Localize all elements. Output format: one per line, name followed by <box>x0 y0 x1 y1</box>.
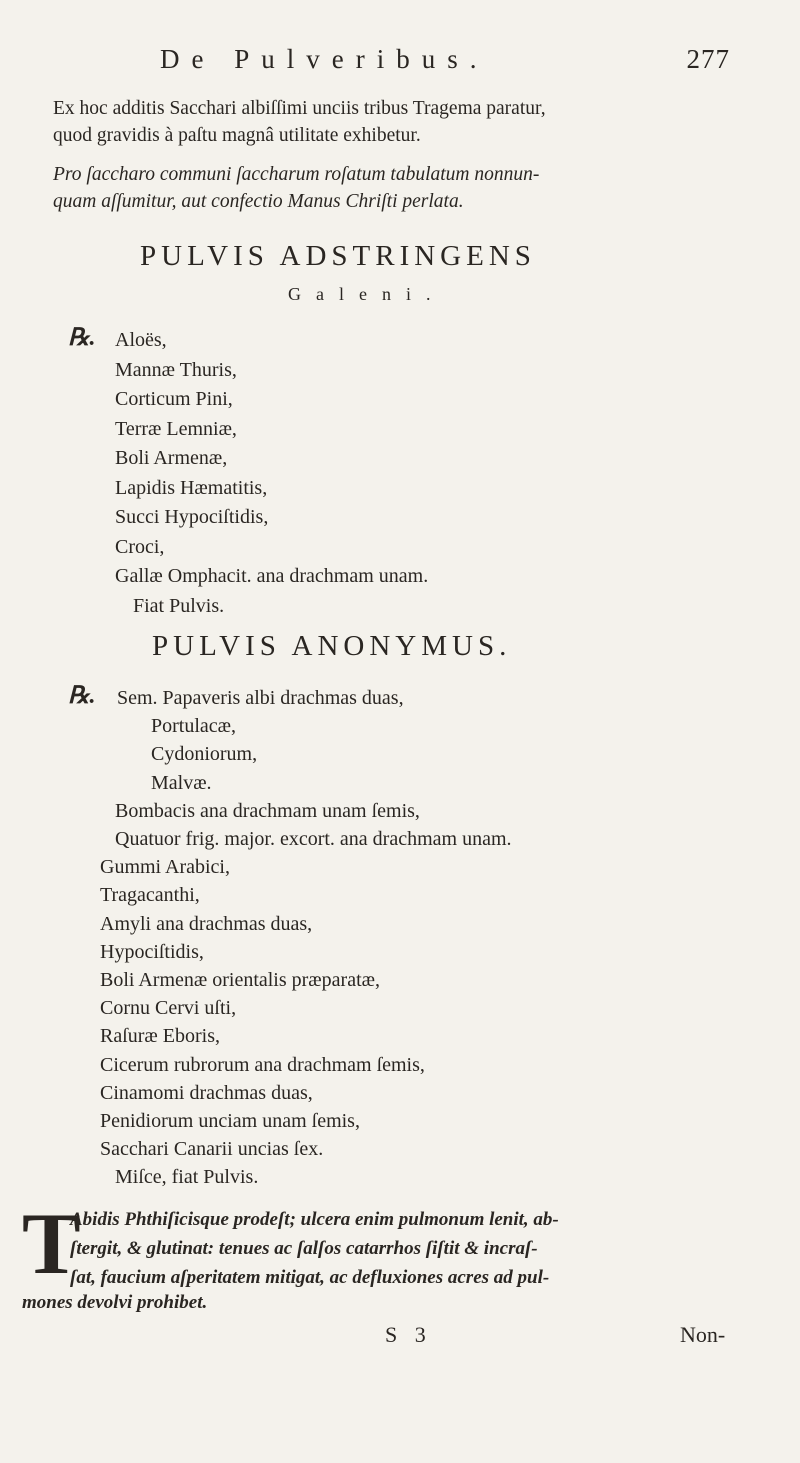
recipe2-ingredient: Bombacis ana drachmam unam ſemis, <box>115 799 420 822</box>
catchword: Non- <box>680 1322 726 1347</box>
recipe1-ingredient: Terræ Lemniæ, <box>115 417 237 440</box>
recipe2-heading: PULVIS ANONYMUS. <box>152 630 512 662</box>
recipe1-ingredient: Lapidis Hæmatitis, <box>115 476 268 499</box>
recipe2-ingredient: Miſce, fiat Pulvis. <box>115 1166 259 1189</box>
recipe2-ingredient: Cicerum rubrorum ana drachmam ſemis, <box>100 1053 425 1076</box>
recipe1-ingredient: Gallæ Omphacit. ana drachmam unam. <box>115 565 429 587</box>
recipe2-ingredient: Raſuræ Eboris, <box>100 1025 220 1048</box>
recipe2-symbol: ℞. <box>68 683 96 709</box>
recipe1-ingredient: Fiat Pulvis. <box>133 594 225 617</box>
recipe1-subheading: Galeni. <box>288 284 446 304</box>
recipe2-ingredient: Cydoniorum, <box>151 743 258 766</box>
recipe2-ingredient: Quatuor frig. major. excort. ana drachmam unam. <box>115 828 512 850</box>
commentary-line-4: mones devolvi prohibet. <box>22 1292 208 1313</box>
recipe1-ingredient: Mannæ Thuris, <box>115 358 237 381</box>
recipe2-ingredient: Penidiorum unciam unam ſemis, <box>100 1110 360 1132</box>
commentary-line-2: ſtergit, & glutinat: tenues ac ſalſos catarrhos ſiſtit & incraſ- <box>70 1238 538 1259</box>
recipe1-ingredient: Boli Armenæ, <box>115 447 228 469</box>
running-head <box>160 44 730 75</box>
recipe2-ingredient: Malvæ. <box>151 771 212 794</box>
recipe2-ingredient: Sem. Papaveris albi drachmas duas, <box>117 687 404 709</box>
recipe2-ingredient: Amyli ana drachmas duas, <box>100 912 313 935</box>
recipe1-symbol: ℞. <box>68 325 96 351</box>
recipe1-ingredient: Aloës, <box>115 329 167 351</box>
recipe1-ingredient: Corticum Pini, <box>115 388 233 410</box>
drop-cap: T <box>22 1196 81 1293</box>
intro-line-1: Ex hoc additis Sacchari albiſſimi unciis tribus Tragema paratur, <box>53 98 546 119</box>
signature-mark: S 3 <box>385 1322 432 1347</box>
running-head-title: De Pulveribus. <box>160 44 489 74</box>
note-line-1: Pro ſaccharo communi ſaccharum roſatum tabulatum nonnun- <box>53 164 540 185</box>
recipe2-ingredient: Gummi Arabici, <box>100 856 230 879</box>
commentary-line-3: ſat, faucium aſperitatem mitigat, ac defluxiones acres ad pul- <box>70 1267 550 1288</box>
note-line-2: quam aſſumitur, aut confectio Manus Chriſti perlata. <box>53 191 464 212</box>
intro-line-2: quod gravidis à paſtu magnâ utilitate exhibetur. <box>53 125 421 146</box>
commentary-line-1: Abidis Phthiſicisque prodeſt; ulcera enim pulmonum lenit, ab- <box>70 1209 559 1230</box>
recipe1-heading: PULVIS ADSTRINGENS <box>140 240 536 272</box>
recipe2-ingredient: Sacchari Canarii uncias ſex. <box>100 1138 324 1161</box>
page-number: 277 <box>686 44 730 74</box>
recipe2-ingredient: Cinamomi drachmas duas, <box>100 1081 313 1104</box>
recipe2-ingredient: Hypociſtidis, <box>100 940 204 963</box>
recipe2-ingredient: Tragacanthi, <box>100 884 200 907</box>
recipe2-ingredient: Boli Armenæ orientalis præparatæ, <box>100 969 380 991</box>
recipe1-ingredient: Croci, <box>115 535 165 558</box>
recipe2-ingredient: Portulacæ, <box>151 715 236 738</box>
recipe1-ingredient: Succi Hypociſtidis, <box>115 506 269 528</box>
recipe2-ingredient: Cornu Cervi uſti, <box>100 997 237 1020</box>
